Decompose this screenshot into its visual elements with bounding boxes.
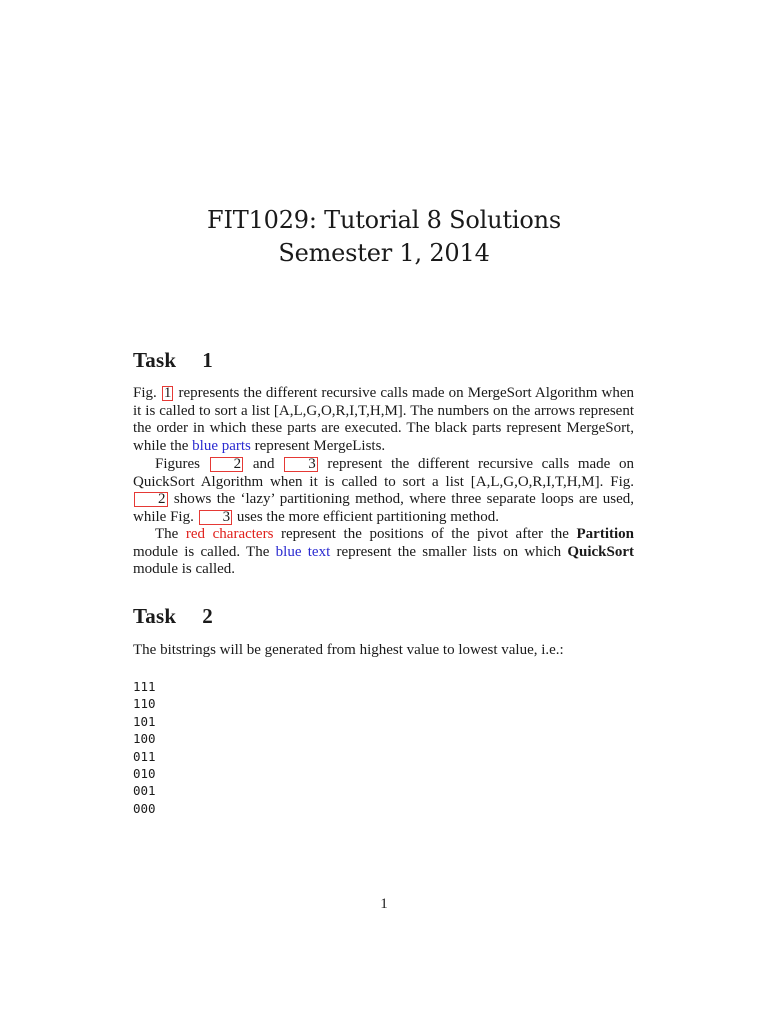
task2-heading-number: 2 xyxy=(202,604,213,628)
bitstring-item: 101 xyxy=(133,713,156,729)
text-run: The xyxy=(155,526,179,542)
text-run: shows the ‘lazy’ partitioning method, where three separate loops are used, while Fig. xyxy=(133,491,634,525)
task1-heading xyxy=(133,348,213,373)
figure-ref-link[interactable]: 1 xyxy=(163,385,172,401)
bitstring-list xyxy=(133,678,156,817)
bitstring-item: 111 xyxy=(133,679,156,694)
bitstring-item: 000 xyxy=(133,800,156,816)
text-run: represent the smaller lists on which xyxy=(336,543,562,560)
task1-paragraph-1 xyxy=(133,385,634,455)
bitstring-item: 010 xyxy=(133,765,156,781)
bitstring-item: 100 xyxy=(133,731,156,747)
text-run: represents the different recursive calls made on MergeSort Algorithm when it is called to sort a list [A,L,G,O,R,I,T,H,M]. The numbers on the arrows represent the order in which these parts are executed. The black parts represent MergeSort, while the xyxy=(133,385,635,454)
bitstring-item: 011 xyxy=(133,748,156,764)
document-title xyxy=(0,204,768,270)
text-run: represent the positions of the pivot after the xyxy=(281,526,569,542)
figure-ref-link[interactable]: 2 xyxy=(210,457,244,472)
title-line-2: Semester 1, 2014 xyxy=(278,239,490,267)
task2-intro: The bitstrings will be generated from highest value to lowest value, i.e.: xyxy=(133,642,564,658)
bitstring-item: 001 xyxy=(133,783,156,799)
text-run: represent the different recursive calls made on QuickSort Algorithm when it is called to sort a list [A,L,G,O,R,I,T,H,M]. Fig. xyxy=(133,456,634,490)
text-run: and xyxy=(252,456,275,472)
bitstring-item: 110 xyxy=(133,696,156,712)
partition-term: Partition xyxy=(576,526,635,542)
title-line-1: FIT1029: Tutorial 8 Solutions xyxy=(207,206,561,234)
text-run: Figures xyxy=(155,456,200,472)
text-run: represent MergeLists. xyxy=(254,437,386,454)
text-run: module is called. The xyxy=(133,543,270,560)
quicksort-term: QuickSort xyxy=(567,543,635,560)
figure-ref-link[interactable]: 3 xyxy=(284,457,318,472)
task1-heading-number: 1 xyxy=(202,348,213,372)
red-characters-text: red characters xyxy=(185,526,274,542)
page-number: 1 xyxy=(380,896,388,912)
task1-paragraph-3 xyxy=(133,526,634,579)
blue-parts-text: blue parts xyxy=(192,437,251,454)
text-run: module is called. xyxy=(133,561,236,578)
text-run: Fig. xyxy=(133,385,157,401)
figure-ref-link[interactable]: 3 xyxy=(199,510,233,525)
task1-paragraph-2 xyxy=(133,456,634,526)
task2-heading-word: Task xyxy=(133,604,177,628)
figure-ref-link[interactable]: 2 xyxy=(134,492,168,507)
task1-heading-word: Task xyxy=(133,348,177,372)
text-run: uses the more efficient partitioning method. xyxy=(236,508,499,525)
blue-text-term: blue text xyxy=(275,543,331,560)
task2-heading xyxy=(133,604,213,629)
